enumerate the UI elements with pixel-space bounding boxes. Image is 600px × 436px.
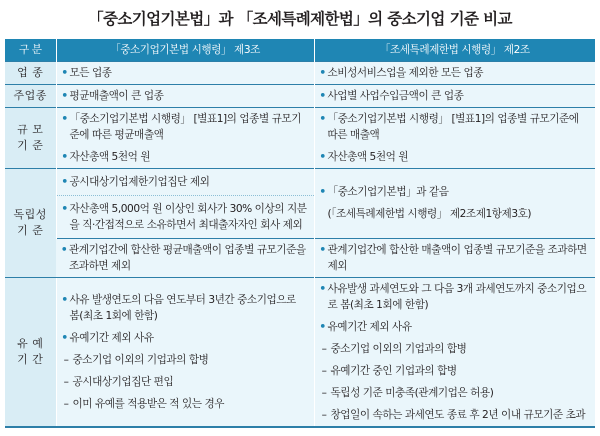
category-cell bbox=[5, 84, 56, 107]
dash-mark: – bbox=[321, 408, 327, 421]
bullet-item bbox=[57, 327, 314, 349]
dash-mark: – bbox=[63, 353, 69, 366]
bullet-mark: • bbox=[61, 293, 68, 306]
item-text: 창업일이 속하는 과세연도 종료 후 2년 이내 규모기준 초과 bbox=[330, 408, 586, 421]
bullet-item bbox=[57, 171, 314, 193]
bullet-item bbox=[57, 108, 314, 146]
item-text: 유예기간 제외 사유 bbox=[69, 331, 154, 344]
dash-mark: – bbox=[63, 397, 69, 410]
comparison-table bbox=[5, 39, 595, 428]
dash-item bbox=[57, 349, 314, 371]
item-text: 「중소기업기본법 시행령」 [별표1]의 업종별 규모기준에 따른 매출액 bbox=[327, 112, 579, 141]
category-label: 기 준 bbox=[17, 138, 44, 152]
item-text: 유예기간 제외 사유 bbox=[327, 320, 412, 333]
table-row bbox=[5, 84, 595, 107]
header-category: 구 분 bbox=[5, 39, 56, 61]
item-text: 자산총액 5천억 원 bbox=[69, 150, 151, 163]
dash-item bbox=[315, 360, 596, 382]
bullet-mark: • bbox=[61, 331, 68, 344]
sme-basic-act-cell bbox=[56, 277, 314, 427]
category-cell bbox=[5, 107, 56, 168]
bullet-item bbox=[315, 203, 596, 225]
bullet-mark: • bbox=[61, 112, 68, 125]
table-row bbox=[5, 238, 595, 277]
bullet-item bbox=[315, 316, 596, 338]
bullet-item bbox=[315, 181, 596, 203]
indent-spacer bbox=[318, 206, 328, 222]
table-row bbox=[5, 277, 595, 427]
bullet-item bbox=[57, 85, 314, 107]
table-row bbox=[5, 107, 595, 168]
sme-basic-act-cell bbox=[56, 238, 314, 277]
dash-mark: – bbox=[321, 364, 327, 377]
bullet-item bbox=[57, 289, 314, 327]
bullet-mark: • bbox=[319, 243, 326, 256]
bullet-mark: • bbox=[319, 66, 326, 79]
bullet-mark: • bbox=[61, 150, 68, 163]
bullet-item bbox=[57, 146, 314, 168]
category-label: 독립성 bbox=[13, 207, 47, 221]
sme-basic-act-cell bbox=[56, 168, 314, 238]
item-text: 공시대상기업제한기업집단 제외 bbox=[69, 175, 210, 188]
category-cell bbox=[5, 168, 56, 277]
tax-special-act-cell bbox=[314, 107, 595, 168]
category-label: 업 종 bbox=[17, 65, 44, 79]
category-label: 규 모 bbox=[17, 122, 44, 136]
bullet-mark: • bbox=[60, 243, 68, 256]
item-text: 이미 유예를 적용받은 적 있는 경우 bbox=[72, 397, 225, 410]
sme-basic-act-cell bbox=[56, 107, 314, 168]
item-text: 중소기업 이외의 기업과의 합병 bbox=[330, 342, 467, 355]
category-label: 기 준 bbox=[17, 223, 44, 237]
tax-special-act-cell bbox=[314, 277, 595, 427]
dash-item bbox=[315, 404, 596, 426]
bullet-mark: • bbox=[319, 186, 326, 198]
dash-mark: – bbox=[63, 375, 69, 388]
bullet-mark: • bbox=[61, 66, 68, 79]
dash-item bbox=[57, 371, 314, 393]
item-text: 유예기간 중인 기업과의 합병 bbox=[330, 364, 457, 377]
dash-item bbox=[315, 338, 596, 360]
item-text: 사유발생 과세연도와 그 다음 3개 과세연도까지 중소기업으로 봄(최초 1회에 한함) bbox=[327, 282, 587, 311]
bullet-mark: • bbox=[319, 89, 326, 102]
sub-cell bbox=[57, 195, 314, 238]
item-text: 관계기업간에 합산한 평균매출액이 업종별 규모기준을 조과하면 제외 bbox=[69, 243, 306, 272]
header-sme-basic-act: 「중소기업기본법 시행령」 제3조 bbox=[56, 39, 314, 61]
item-text: 자산총액 5,000억 원 이상인 회사가 30% 이상의 지분을 직·간접적으로 소유하면서 최대출자자인 회사 제외 bbox=[69, 202, 307, 231]
table-row bbox=[5, 61, 595, 84]
page-title: 「중소기업기본법」과 「조세특례제한법」의 중소기업 기준 비교 bbox=[88, 10, 512, 28]
sme-basic-act-cell bbox=[56, 84, 314, 107]
category-cell bbox=[5, 277, 56, 427]
item-text: 관계기업간에 합산한 매출액이 업종별 규모기준을 조과하면 제외 bbox=[327, 243, 587, 272]
item-text: 「중소기업기본법 시행령」 [별표1]의 업종별 규모기준에 따른 평균매출액 bbox=[69, 112, 301, 141]
sme-basic-act-cell bbox=[56, 61, 314, 84]
item-text: 사유 발생연도의 다음 연도부터 3년간 중소기업으로 봄(최초 1회에 한함) bbox=[69, 293, 296, 322]
header-tax-special-act: 「조세특례제한법 시행령」 제2조 bbox=[314, 39, 595, 61]
item-text: 독립성 기준 미충족(관계기업은 허용) bbox=[330, 386, 494, 399]
bullet-mark: • bbox=[319, 282, 326, 295]
dash-mark: – bbox=[321, 342, 327, 355]
item-text: 「중소기업기본법」과 같음 bbox=[327, 186, 449, 198]
item-text: 사업별 사업수입금액이 큰 업종 bbox=[327, 89, 464, 102]
category-label: 주업종 bbox=[13, 88, 47, 102]
bullet-mark: • bbox=[319, 150, 326, 163]
bullet-item bbox=[315, 278, 596, 316]
item-text: 평균매출액이 큰 업종 bbox=[69, 89, 164, 102]
dash-item bbox=[315, 382, 596, 404]
category-cell bbox=[5, 61, 56, 84]
item-text: 모든 업종 bbox=[69, 66, 112, 79]
bullet-item bbox=[315, 85, 596, 107]
item-text: 중소기업 이외의 기업과의 합병 bbox=[72, 353, 209, 366]
category-label: 유 예 bbox=[17, 336, 44, 350]
bullet-item bbox=[315, 146, 596, 168]
bullet-item bbox=[315, 108, 596, 146]
item-text: 자산총액 5천억 원 bbox=[327, 150, 409, 163]
bullet-item bbox=[57, 198, 314, 236]
tax-special-act-cell bbox=[314, 168, 595, 238]
bullet-item bbox=[315, 239, 596, 277]
bullet-item bbox=[315, 62, 596, 84]
item-text: 소비성서비스업을 제외한 모든 업종 bbox=[327, 66, 484, 79]
dash-item bbox=[57, 393, 314, 415]
bullet-mark: • bbox=[61, 175, 68, 188]
category-label: 기 간 bbox=[17, 352, 44, 366]
table-header-row bbox=[5, 39, 595, 61]
sub-cell bbox=[57, 169, 314, 195]
tax-special-act-cell bbox=[314, 84, 595, 107]
tax-special-act-cell bbox=[314, 238, 595, 277]
tax-special-act-cell bbox=[314, 61, 595, 84]
item-text: 공시대상기업집단 편입 bbox=[72, 375, 174, 388]
bullet-item bbox=[57, 62, 314, 84]
bullet-mark: • bbox=[319, 320, 326, 333]
item-text: (「조세특례제한법 시행령」 제2조제1항제3호) bbox=[327, 208, 532, 220]
bullet-mark: • bbox=[319, 112, 326, 125]
table-row bbox=[5, 168, 595, 238]
bullet-mark: • bbox=[61, 202, 68, 215]
bullet-item bbox=[56, 239, 314, 277]
bullet-mark: • bbox=[61, 89, 68, 102]
dash-mark: – bbox=[321, 386, 327, 399]
